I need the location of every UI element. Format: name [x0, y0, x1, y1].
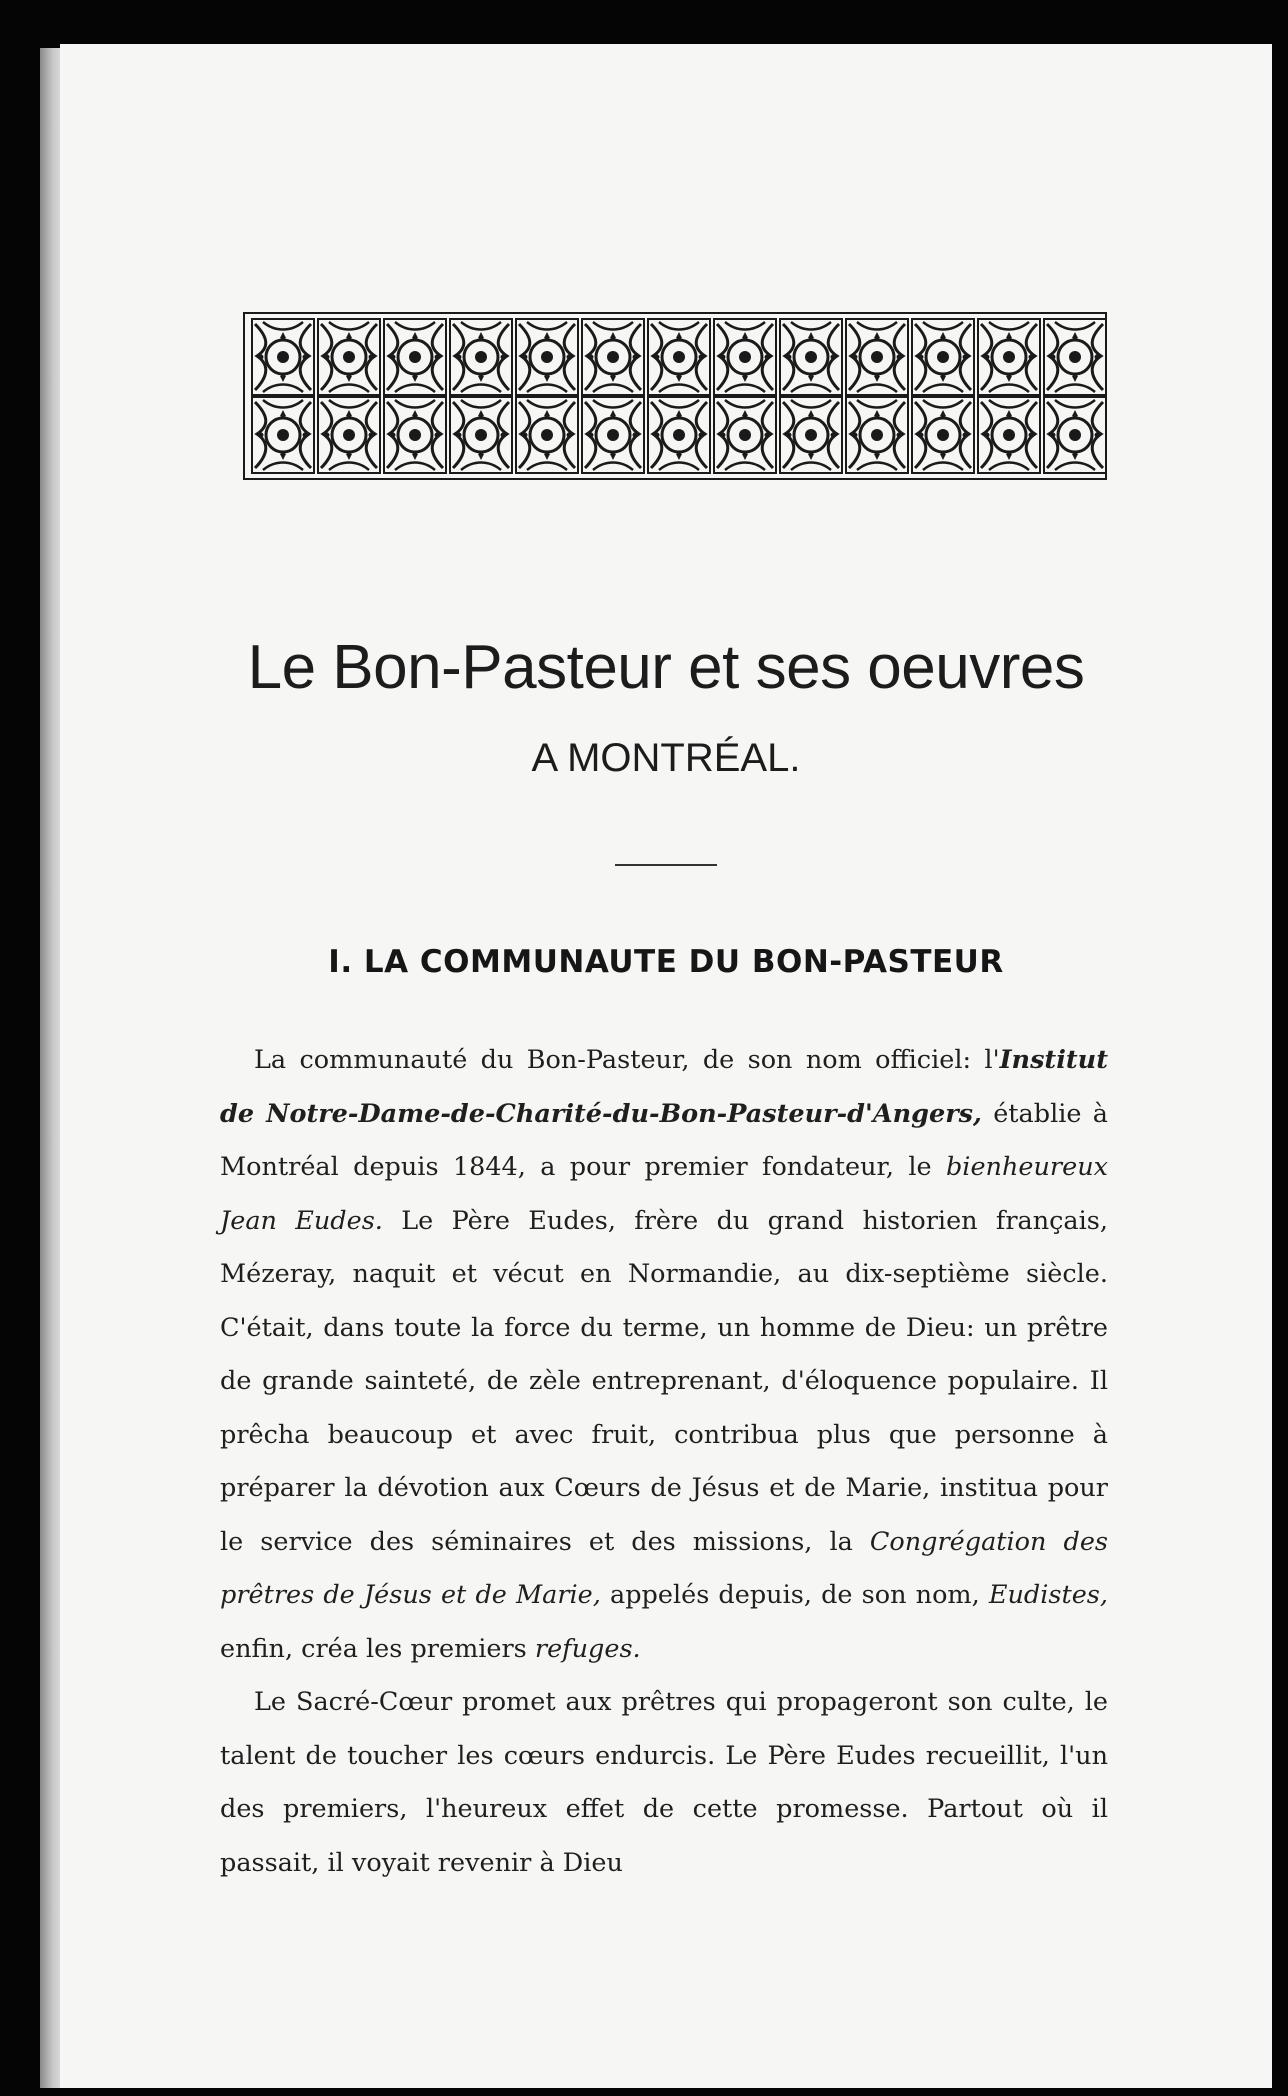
page-title: Le Bon-Pasteur et ses oeuvres [247, 633, 1085, 702]
paragraph-1-italic-eudistes: Eudistes, [988, 1580, 1108, 1610]
paragraph-1-text-2: établie à Montréal depuis 1844, a pour premier fondateur, le [220, 1098, 1108, 1182]
body-text [220, 1034, 1108, 1890]
book-page [60, 44, 1272, 2088]
page-edge [40, 48, 62, 2088]
scrollwork-banner-icon [243, 312, 1107, 480]
section-heading: I. LA COMMUNAUTE DU BON-PASTEUR [328, 944, 1004, 980]
paragraph-1-text-3: Le Père Eudes, frère du grand historien français, Mézeray, naquit et vécut en Normandie, au dix-septième siècle. C'était, dans toute la force du terme, un homme de Dieu: un prêtre de grande sainteté, de zèle entreprenant, d'éloquence populaire. Il prêcha beaucoup et avec fruit, contribua plus que personne à préparer la dévotion aux Cœurs de Jésus et de Marie, institua pour le service des séminaires et des missions, la [220, 1205, 1108, 1557]
paragraph-1-italic-institute: Institut de Notre-Dame-de-Charité-du-Bon-Pasteur-d'Angers, [220, 1045, 1108, 1129]
paragraph-1-text-1: La communauté du Bon-Pasteur, de son nom officiel: l' [254, 1045, 1000, 1075]
paragraph-1-italic-congregation: Congrégation des prêtres de Jésus et de Marie, [220, 1526, 1108, 1610]
paragraph-2: Le Sacré-Cœur promet aux prêtres qui propageront son culte, le talent de toucher les cœurs endurcis. Le Père Eudes recueillit, l'un des premiers, l'heureux effet de cette promesse. Partout où il passait, il voyait revenir à Dieu [220, 1687, 1108, 1878]
paragraph-1 [220, 1034, 1108, 1676]
paragraph-1-italic-founder: bienheureux Jean Eudes. [220, 1152, 1108, 1236]
paragraph-1-text-5: enfin, créa les premiers [220, 1633, 535, 1664]
paragraph-1-italic-refuges: refuges. [534, 1633, 641, 1664]
paragraph-1-text-4: appelés depuis, de son nom, [600, 1580, 989, 1610]
divider-rule [615, 864, 717, 866]
page-subtitle: A MONTRÉAL. [531, 736, 801, 780]
